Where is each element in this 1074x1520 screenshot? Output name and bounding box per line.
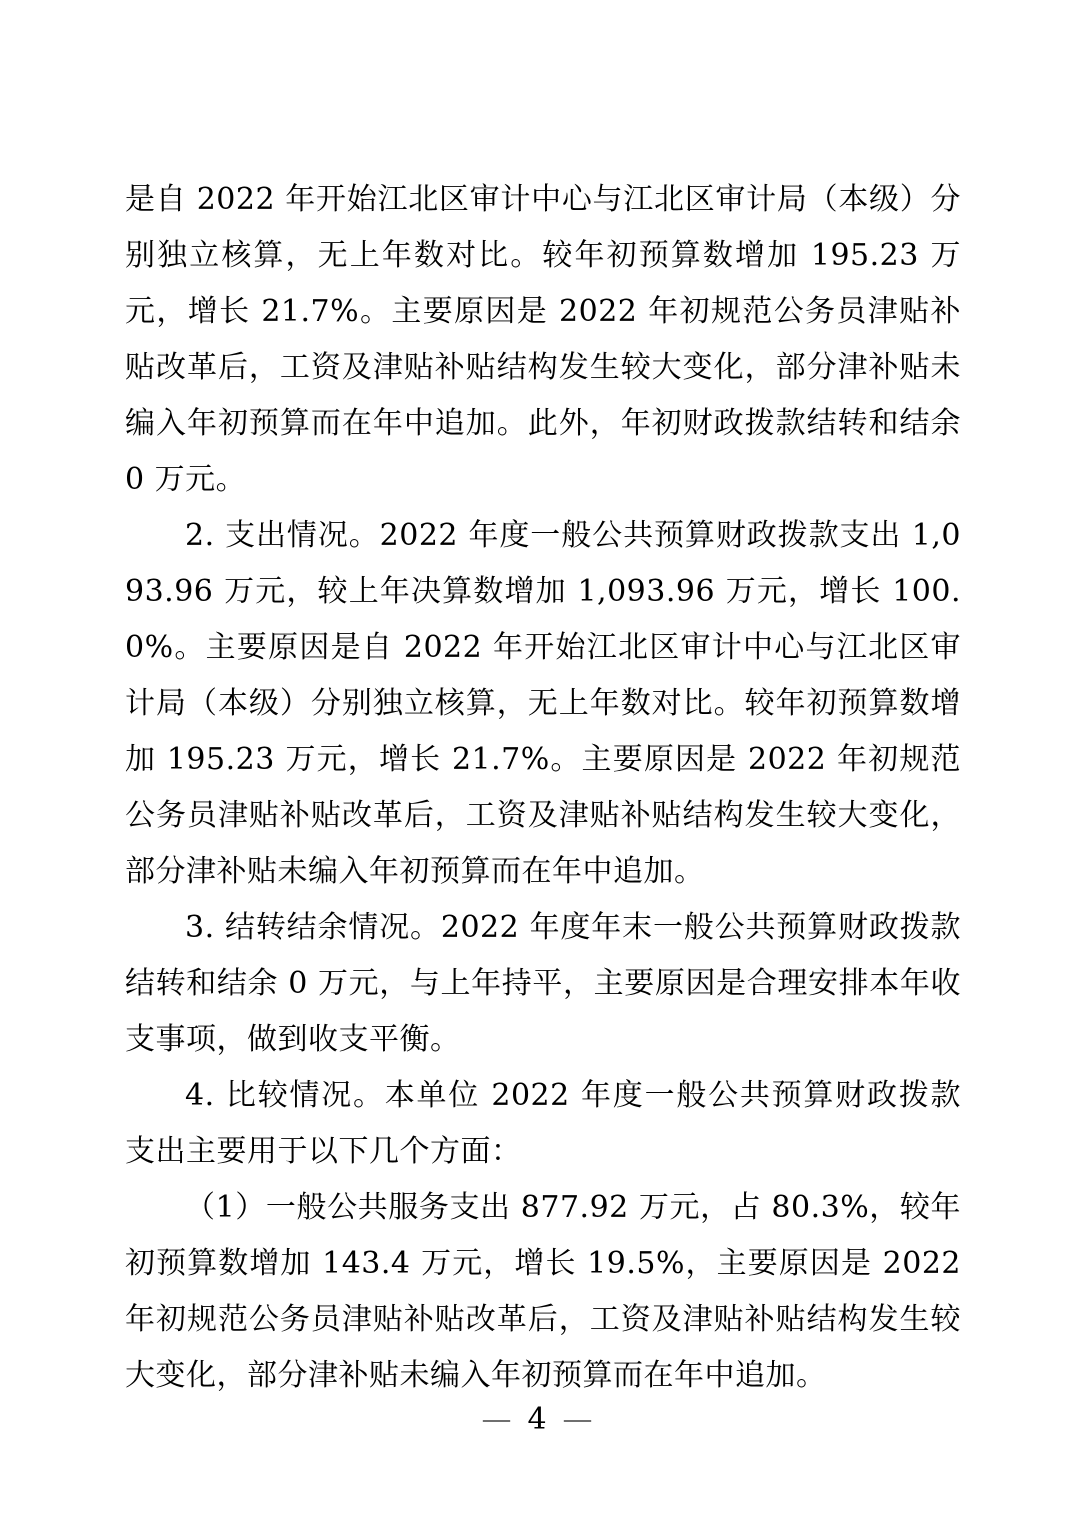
paragraph-1: 是自 2022 年开始江北区审计中心与江北区审计局（本级）分别独立核算，无上年数对比。较年初预算数增加 195.23 万元，增长 21.7%。主要原因是 2022 年初规范公务员津贴补贴改革后，工资及津贴补贴结构发生较大变化，部分津补贴未编入年初预算而在年中追加。此外，年初财政拨款结转和结余 0 万元。 (125, 182, 961, 497)
paragraph-4: 4. 比较情况。本单位 2022 年度一般公共预算财政拨款支出主要用于以下几个方面： (125, 1078, 961, 1169)
paragraph-2: 2. 支出情况。2022 年度一般公共预算财政拨款支出 1,093.96 万元，较上年决算数增加 1,093.96 万元，增长 100.0%。主要原因是自 2022 年开始江北区审计中心与江北区审计局（本级）分别独立核算，无上年数对比。较年初预算数增加 195.23 万元，增长 21.7%。主要原因是 2022 年初规范公务员津贴补贴改革后，工资及津贴补贴结构发生较大变化，部分津补贴未编入年初预算而在年中追加。 (125, 518, 961, 889)
footer-dash-left: — (481, 1402, 512, 1437)
page-number: 4 (527, 1402, 547, 1437)
document-body (125, 172, 961, 1404)
footer-dash-right: — (562, 1402, 593, 1437)
paragraph-5: （1）一般公共服务支出 877.92 万元，占 80.3%，较年初预算数增加 143.4 万元，增长 19.5%，主要原因是 2022 年初规范公务员津贴补贴改革后，工资及津贴补贴结构发生较大变化，部分津补贴未编入年初预算而在年中追加。 (125, 1190, 961, 1393)
paragraph-3: 3. 结转结余情况。2022 年度年末一般公共预算财政拨款结转和结余 0 万元，与上年持平，主要原因是合理安排本年收支事项，做到收支平衡。 (125, 910, 961, 1057)
page-footer (0, 1398, 1074, 1442)
